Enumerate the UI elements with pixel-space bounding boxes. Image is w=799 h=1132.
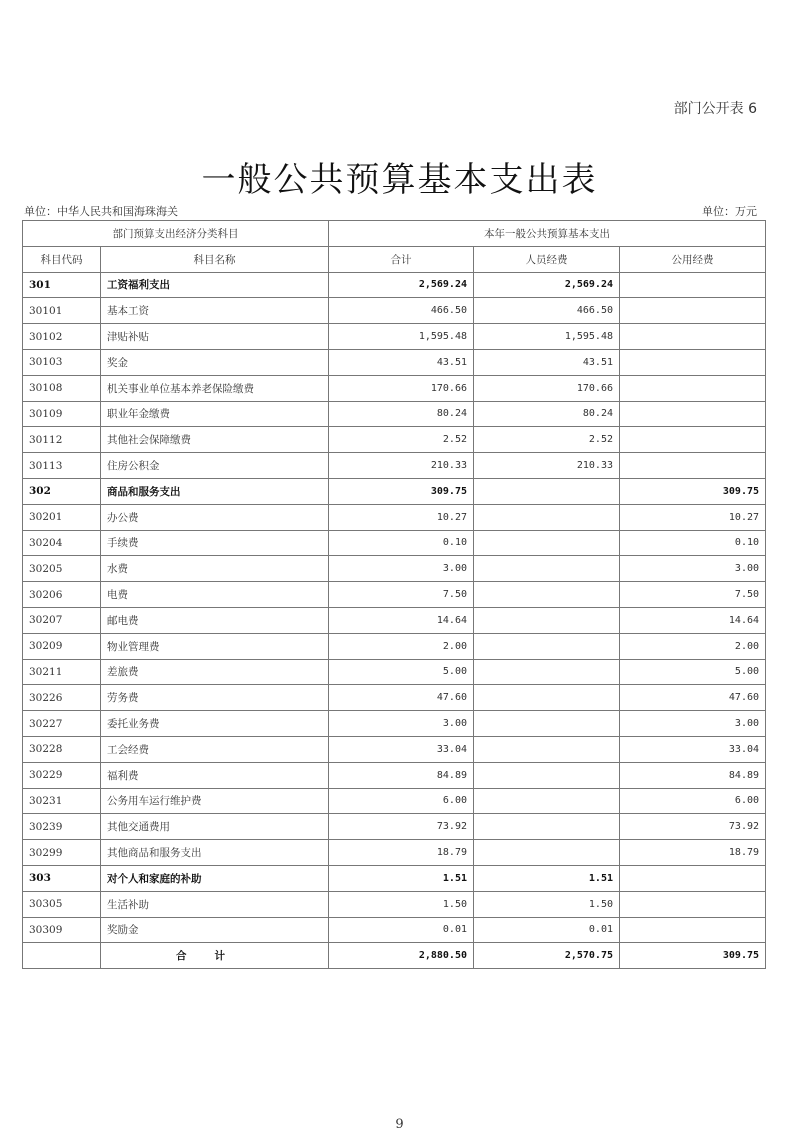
row-personnel: 210.33 [474, 453, 620, 479]
row-name: 其他社会保障缴费 [101, 427, 329, 453]
total-public: 309.75 [620, 943, 766, 969]
row-personnel [474, 736, 620, 762]
row-personnel [474, 556, 620, 582]
row-public: 84.89 [620, 762, 766, 788]
row-public: 2.00 [620, 633, 766, 659]
row-code: 30109 [23, 401, 101, 427]
total-label: 合计 [101, 943, 329, 969]
row-code: 30229 [23, 762, 101, 788]
row-public: 14.64 [620, 607, 766, 633]
total-row [23, 943, 766, 969]
row-name: 对个人和家庭的补助 [101, 865, 329, 891]
row-personnel: 43.51 [474, 349, 620, 375]
table-row [23, 530, 766, 556]
row-total: 1.51 [329, 865, 474, 891]
row-personnel [474, 478, 620, 504]
table-row [23, 453, 766, 479]
table-row [23, 891, 766, 917]
table-row [23, 401, 766, 427]
row-personnel: 80.24 [474, 401, 620, 427]
row-personnel [474, 530, 620, 556]
row-code: 30102 [23, 324, 101, 350]
row-public [620, 375, 766, 401]
row-total: 3.00 [329, 556, 474, 582]
row-name: 水费 [101, 556, 329, 582]
header-name: 科目名称 [101, 246, 329, 272]
table-row [23, 762, 766, 788]
header-group-expenditure: 本年一般公共预算基本支出 [329, 221, 766, 247]
row-public: 3.00 [620, 556, 766, 582]
row-total: 6.00 [329, 788, 474, 814]
table-row [23, 478, 766, 504]
row-personnel [474, 788, 620, 814]
row-public: 5.00 [620, 659, 766, 685]
row-code: 30108 [23, 375, 101, 401]
row-total: 47.60 [329, 685, 474, 711]
row-code: 30101 [23, 298, 101, 324]
row-personnel [474, 762, 620, 788]
row-personnel: 466.50 [474, 298, 620, 324]
row-total: 10.27 [329, 504, 474, 530]
row-personnel [474, 504, 620, 530]
table-row [23, 375, 766, 401]
table-row [23, 840, 766, 866]
table-row [23, 788, 766, 814]
row-total: 170.66 [329, 375, 474, 401]
table-row [23, 736, 766, 762]
row-total: 309.75 [329, 478, 474, 504]
row-public: 33.04 [620, 736, 766, 762]
table-row [23, 349, 766, 375]
table-row [23, 814, 766, 840]
table-row [23, 917, 766, 943]
row-name: 机关事业单位基本养老保险缴费 [101, 375, 329, 401]
row-total: 466.50 [329, 298, 474, 324]
page-title: 一般公共预算基本支出表 [201, 160, 598, 200]
total-code-cell [23, 943, 101, 969]
row-code: 30207 [23, 607, 101, 633]
row-code: 30227 [23, 711, 101, 737]
row-public: 10.27 [620, 504, 766, 530]
row-name: 商品和服务支出 [101, 478, 329, 504]
page-number: 9 [395, 1117, 404, 1132]
unit-currency: 单位：万元 [702, 205, 757, 218]
header-code: 科目代码 [23, 246, 101, 272]
row-code: 30226 [23, 685, 101, 711]
row-public: 309.75 [620, 478, 766, 504]
table-row [23, 865, 766, 891]
row-name: 邮电费 [101, 607, 329, 633]
row-public [620, 272, 766, 298]
table-row [23, 659, 766, 685]
header-group-classification: 部门预算支出经济分类科目 [23, 221, 329, 247]
row-total: 84.89 [329, 762, 474, 788]
row-code: 30201 [23, 504, 101, 530]
row-code: 30103 [23, 349, 101, 375]
table-row [23, 556, 766, 582]
row-public: 7.50 [620, 582, 766, 608]
table-row [23, 427, 766, 453]
row-code: 30309 [23, 917, 101, 943]
table-row [23, 607, 766, 633]
row-total: 33.04 [329, 736, 474, 762]
row-personnel [474, 607, 620, 633]
row-total: 3.00 [329, 711, 474, 737]
row-personnel [474, 840, 620, 866]
row-code: 30206 [23, 582, 101, 608]
unit-organization: 单位：中华人民共和国海珠海关 [24, 205, 178, 218]
row-total: 7.50 [329, 582, 474, 608]
header-public: 公用经费 [620, 246, 766, 272]
row-code: 30231 [23, 788, 101, 814]
row-personnel [474, 711, 620, 737]
row-personnel: 1.51 [474, 865, 620, 891]
row-public: 0.10 [620, 530, 766, 556]
row-personnel [474, 659, 620, 685]
row-code: 30113 [23, 453, 101, 479]
row-total: 1,595.48 [329, 324, 474, 350]
table-row [23, 324, 766, 350]
row-personnel [474, 814, 620, 840]
row-name: 差旅费 [101, 659, 329, 685]
table-body [23, 272, 766, 943]
header-column-row [23, 246, 766, 272]
row-name: 手续费 [101, 530, 329, 556]
header-total: 合计 [329, 246, 474, 272]
row-name: 职业年金缴费 [101, 401, 329, 427]
row-code: 30205 [23, 556, 101, 582]
table-row [23, 685, 766, 711]
row-name: 其他商品和服务支出 [101, 840, 329, 866]
row-public: 6.00 [620, 788, 766, 814]
row-public [620, 453, 766, 479]
row-name: 电费 [101, 582, 329, 608]
row-personnel: 2,569.24 [474, 272, 620, 298]
row-public [620, 427, 766, 453]
row-total: 18.79 [329, 840, 474, 866]
row-personnel: 1.50 [474, 891, 620, 917]
row-name: 办公费 [101, 504, 329, 530]
row-personnel: 2.52 [474, 427, 620, 453]
row-total: 80.24 [329, 401, 474, 427]
row-name: 工资福利支出 [101, 272, 329, 298]
row-personnel: 1,595.48 [474, 324, 620, 350]
row-total: 2.52 [329, 427, 474, 453]
row-personnel: 170.66 [474, 375, 620, 401]
total-personnel: 2,570.75 [474, 943, 620, 969]
row-personnel [474, 582, 620, 608]
row-name: 工会经费 [101, 736, 329, 762]
row-name: 奖励金 [101, 917, 329, 943]
row-name: 奖金 [101, 349, 329, 375]
row-code: 301 [23, 272, 101, 298]
document-label: 部门公开表 6 [673, 101, 757, 117]
row-code: 30204 [23, 530, 101, 556]
row-public [620, 891, 766, 917]
total-amount: 2,880.50 [329, 943, 474, 969]
row-personnel: 0.01 [474, 917, 620, 943]
header-group-row [23, 221, 766, 247]
row-public: 3.00 [620, 711, 766, 737]
row-code: 30239 [23, 814, 101, 840]
row-code: 302 [23, 478, 101, 504]
row-total: 0.01 [329, 917, 474, 943]
row-total: 43.51 [329, 349, 474, 375]
row-code: 30211 [23, 659, 101, 685]
row-total: 5.00 [329, 659, 474, 685]
row-total: 14.64 [329, 607, 474, 633]
row-public [620, 349, 766, 375]
row-name: 其他交通费用 [101, 814, 329, 840]
row-total: 2.00 [329, 633, 474, 659]
row-code: 30299 [23, 840, 101, 866]
row-total: 0.10 [329, 530, 474, 556]
row-code: 303 [23, 865, 101, 891]
row-public: 73.92 [620, 814, 766, 840]
row-code: 30112 [23, 427, 101, 453]
row-name: 委托业务费 [101, 711, 329, 737]
table-row [23, 633, 766, 659]
header-personnel: 人员经费 [474, 246, 620, 272]
row-public [620, 401, 766, 427]
row-name: 生活补助 [101, 891, 329, 917]
table-row [23, 711, 766, 737]
row-name: 津贴补贴 [101, 324, 329, 350]
row-public [620, 865, 766, 891]
row-code: 30228 [23, 736, 101, 762]
row-name: 劳务费 [101, 685, 329, 711]
row-code: 30209 [23, 633, 101, 659]
row-public [620, 917, 766, 943]
table-row [23, 298, 766, 324]
row-total: 2,569.24 [329, 272, 474, 298]
row-personnel [474, 685, 620, 711]
row-name: 基本工资 [101, 298, 329, 324]
row-public [620, 324, 766, 350]
row-code: 30305 [23, 891, 101, 917]
row-public [620, 298, 766, 324]
row-name: 物业管理费 [101, 633, 329, 659]
row-personnel [474, 633, 620, 659]
row-name: 住房公积金 [101, 453, 329, 479]
row-total: 1.50 [329, 891, 474, 917]
row-total: 73.92 [329, 814, 474, 840]
table-row [23, 582, 766, 608]
budget-table [22, 220, 766, 969]
row-total: 210.33 [329, 453, 474, 479]
row-name: 公务用车运行维护费 [101, 788, 329, 814]
table-row [23, 272, 766, 298]
row-public: 18.79 [620, 840, 766, 866]
table-row [23, 504, 766, 530]
row-public: 47.60 [620, 685, 766, 711]
row-name: 福利费 [101, 762, 329, 788]
